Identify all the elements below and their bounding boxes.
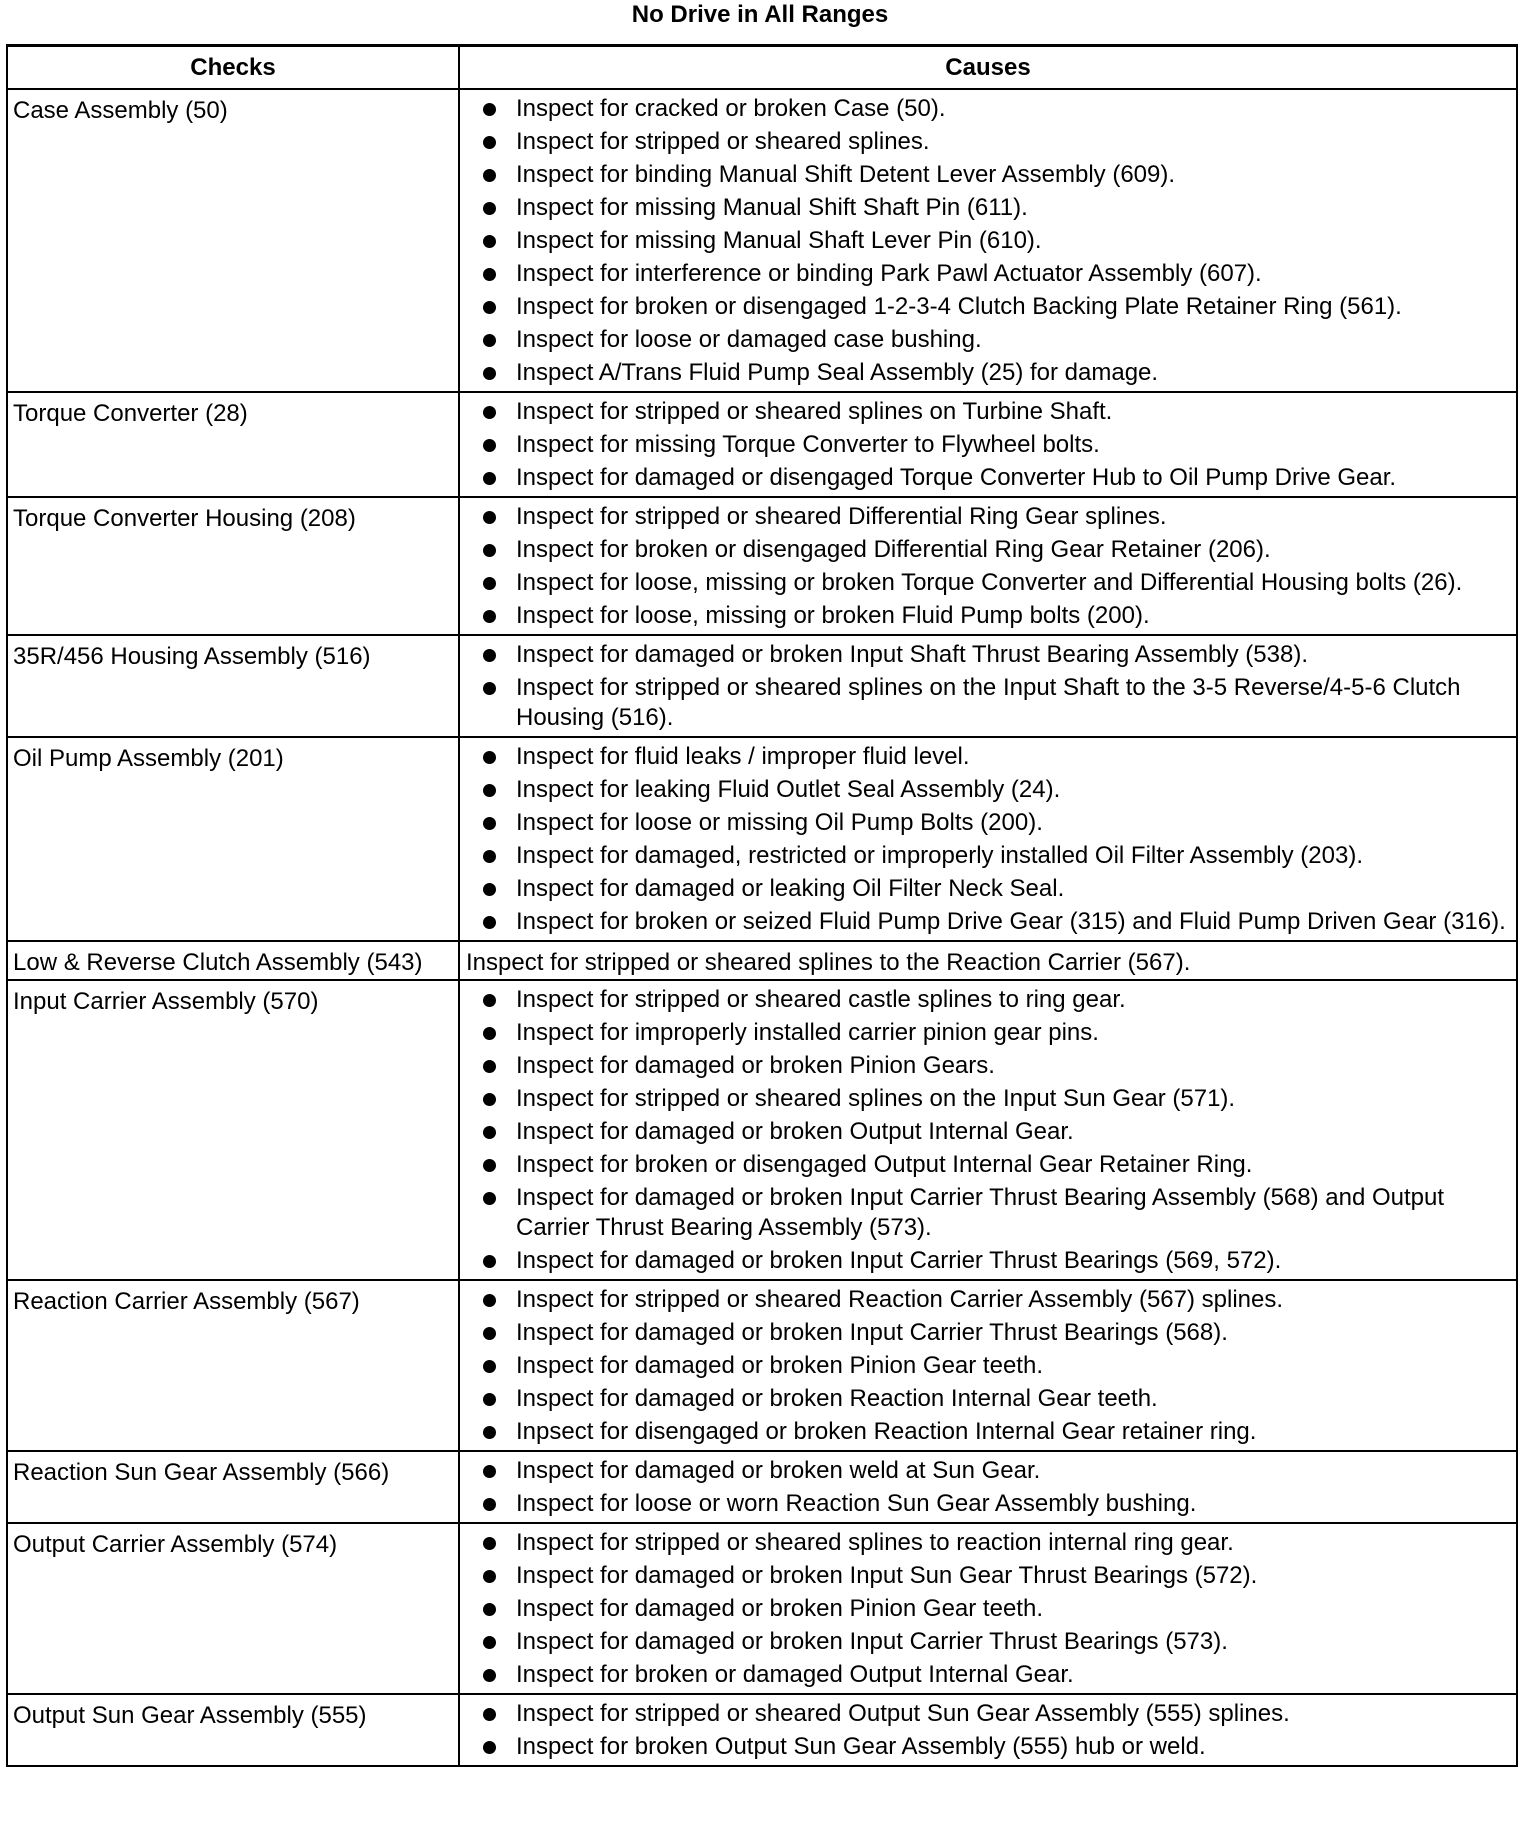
table-row (7, 980, 1517, 1280)
causes-list (460, 1699, 1512, 1762)
causes-cell (459, 737, 1517, 941)
cause-item (460, 1150, 1512, 1180)
cause-text: Inspect for stripped or sheared splines to reaction internal ring gear. (516, 1529, 1234, 1556)
causes-cell (459, 497, 1517, 635)
check-cell: Reaction Carrier Assembly (567) (7, 1280, 459, 1451)
bullet-icon (483, 1255, 496, 1268)
bullet-icon (483, 439, 496, 452)
cause-item (460, 1489, 1512, 1519)
cause-item (460, 1528, 1512, 1558)
cause-item (460, 1594, 1512, 1624)
bullet-icon (483, 610, 496, 623)
bullet-icon (483, 916, 496, 929)
bullet-icon (483, 1669, 496, 1682)
cause-item (460, 1699, 1512, 1729)
bullet-icon (483, 1060, 496, 1073)
bullet-icon (483, 1498, 496, 1511)
cause-item (460, 160, 1512, 190)
table-row (7, 737, 1517, 941)
bullet-icon (483, 682, 496, 695)
bullet-icon (483, 511, 496, 524)
bullet-icon (483, 1465, 496, 1478)
cause-item (460, 1561, 1512, 1591)
cause-text: Inpsect for disengaged or broken Reaction Internal Gear retainer ring. (516, 1418, 1257, 1445)
bullet-icon (483, 136, 496, 149)
bullet-icon (483, 1360, 496, 1373)
bullet-icon (483, 103, 496, 116)
bullet-icon (483, 883, 496, 896)
cause-item (460, 226, 1512, 256)
cause-item (460, 259, 1512, 289)
causes-cell (459, 392, 1517, 497)
cause-text: Inspect for broken or disengaged Output Internal Gear Retainer Ring. (516, 1151, 1253, 1178)
table-row (7, 1694, 1517, 1766)
causes-cell (459, 980, 1517, 1280)
cause-text: Inspect for fluid leaks / improper fluid level. (516, 743, 970, 770)
cause-item (460, 1351, 1512, 1381)
cause-item (460, 907, 1512, 937)
cause-text: Inspect for loose or worn Reaction Sun Gear Assembly bushing. (516, 1490, 1197, 1517)
cause-item (460, 535, 1512, 565)
cause-item (460, 127, 1512, 157)
cause-text: Inspect for binding Manual Shift Detent Lever Assembly (609). (516, 161, 1176, 188)
cause-text: Inspect for loose or missing Oil Pump Bolts (200). (516, 809, 1043, 836)
bullet-icon (483, 751, 496, 764)
bullet-icon (483, 235, 496, 248)
bullet-icon (483, 784, 496, 797)
bullet-icon (483, 1741, 496, 1754)
bullet-icon (483, 1294, 496, 1307)
bullet-icon (483, 994, 496, 1007)
cause-text: Inspect for missing Manual Shift Shaft Pin (611). (516, 194, 1028, 221)
table-row (7, 1451, 1517, 1523)
cause-text: Inspect for improperly installed carrier pinion gear pins. (516, 1019, 1099, 1046)
cause-text: Inspect for stripped or sheared Output Sun Gear Assembly (555) splines. (516, 1700, 1290, 1727)
cause-text: Inspect for stripped or sheared castle splines to ring gear. (516, 986, 1126, 1013)
cause-text: Inspect for cracked or broken Case (50). (516, 95, 946, 122)
cause-item (460, 640, 1512, 670)
cause-text: Inspect for stripped or sheared Differential Ring Gear splines. (516, 503, 1167, 530)
table-row (7, 89, 1517, 392)
cause-text: Inspect for damaged or broken Input Carrier Thrust Bearings (569, 572). (516, 1247, 1282, 1274)
bullet-icon (483, 169, 496, 182)
table-row (7, 392, 1517, 497)
cause-text: Inspect for damaged or broken Input Carrier Thrust Bearings (573). (516, 1628, 1228, 1655)
cause-item (460, 1285, 1512, 1315)
bullet-icon (483, 268, 496, 281)
cause-text: Inspect for damaged or disengaged Torque Converter Hub to Oil Pump Drive Gear. (516, 464, 1397, 491)
cause-item (460, 502, 1512, 532)
table-row (7, 1280, 1517, 1451)
causes-cell (459, 941, 1517, 980)
cause-item (460, 568, 1512, 598)
cause-item (460, 841, 1512, 871)
causes-list (460, 985, 1512, 1276)
cause-text: Inspect for broken or seized Fluid Pump Drive Gear (315) and Fluid Pump Driven Gear (316). (516, 908, 1506, 935)
cause-item (460, 1456, 1512, 1486)
bullet-icon (483, 1192, 496, 1205)
cause-text: Inspect for stripped or sheared splines. (516, 128, 930, 155)
cause-text: Inspect for damaged or leaking Oil Filter Neck Seal. (516, 875, 1065, 902)
cause-item (460, 775, 1512, 805)
cause-text: Inspect for damaged or broken weld at Sun Gear. (516, 1457, 1041, 1484)
bullet-icon (483, 577, 496, 590)
cause-item (460, 601, 1512, 631)
causes-list (460, 94, 1512, 388)
table-header-row (7, 46, 1517, 90)
bullet-icon (483, 1708, 496, 1721)
cause-text: Inspect for broken or damaged Output Internal Gear. (516, 1661, 1074, 1688)
cause-text: Inspect for damaged or broken Pinion Gears. (516, 1052, 995, 1079)
cause-item (460, 1084, 1512, 1114)
cause-text: Inspect for damaged, restricted or improperly installed Oil Filter Assembly (203). (516, 842, 1363, 869)
cause-text: Inspect for stripped or sheared splines on Turbine Shaft. (516, 398, 1113, 425)
cause-text: Inspect for damaged or broken Reaction Internal Gear teeth. (516, 1385, 1158, 1412)
cause-item (460, 325, 1512, 355)
causes-list (460, 397, 1512, 493)
cause-item (460, 397, 1512, 427)
cause-text: Inspect for loose or damaged case bushing. (516, 326, 982, 353)
check-cell: Input Carrier Assembly (570) (7, 980, 459, 1280)
causes-cell (459, 635, 1517, 737)
cause-item (460, 1627, 1512, 1657)
cause-text: Inspect for missing Torque Converter to Flywheel bolts. (516, 431, 1100, 458)
cause-item (460, 1018, 1512, 1048)
cause-text: Inspect for broken or disengaged 1-2-3-4 Clutch Backing Plate Retainer Ring (561). (516, 293, 1402, 320)
cause-item (460, 1051, 1512, 1081)
check-cell: Torque Converter (28) (7, 392, 459, 497)
cause-item (460, 1183, 1512, 1243)
bullet-icon (483, 1636, 496, 1649)
header-causes: Causes (459, 46, 1517, 90)
cause-text: Inspect for damaged or broken Input Carrier Thrust Bearings (568). (516, 1319, 1228, 1346)
table-row (7, 497, 1517, 635)
bullet-icon (483, 334, 496, 347)
bullet-icon (483, 1159, 496, 1172)
cause-item (460, 1117, 1512, 1147)
table-row (7, 941, 1517, 980)
bullet-icon (483, 1327, 496, 1340)
table-body (7, 89, 1517, 1766)
cause-item (460, 1384, 1512, 1414)
cause-text: Inspect for broken Output Sun Gear Assembly (555) hub or weld. (516, 1733, 1206, 1760)
cause-item (460, 985, 1512, 1015)
cause-text: Inspect for missing Manual Shaft Lever Pin (610). (516, 227, 1042, 254)
cause-item (460, 1660, 1512, 1690)
bullet-icon (483, 1426, 496, 1439)
causes-cell (459, 1694, 1517, 1766)
bullet-icon (483, 406, 496, 419)
bullet-icon (483, 202, 496, 215)
bullet-icon (483, 1603, 496, 1616)
cause-item (460, 430, 1512, 460)
cause-text: Inspect for leaking Fluid Outlet Seal Assembly (24). (516, 776, 1061, 803)
cause-text: Inspect for stripped or sheared Reaction Carrier Assembly (567) splines. (516, 1286, 1284, 1313)
cause-item (460, 874, 1512, 904)
cause-text: Inspect for stripped or sheared splines on the Input Shaft to the 3-5 Reverse/4-5-6 Clutch Housing (516). (516, 674, 1461, 731)
check-cell: Case Assembly (50) (7, 89, 459, 392)
causes-cell (459, 89, 1517, 392)
cause-item (460, 358, 1512, 388)
check-cell: Torque Converter Housing (208) (7, 497, 459, 635)
causes-cell (459, 1523, 1517, 1694)
diagnostic-table (6, 44, 1518, 1767)
bullet-icon (483, 649, 496, 662)
cause-item (460, 463, 1512, 493)
cause-item (460, 1732, 1512, 1762)
cause-text: Inspect for stripped or sheared splines to the Reaction Carrier (567). (466, 949, 1191, 976)
bullet-icon (483, 1570, 496, 1583)
causes-list (460, 502, 1512, 631)
cause-item (460, 292, 1512, 322)
cause-text: Inspect for interference or binding Park Pawl Actuator Assembly (607). (516, 260, 1262, 287)
check-cell: Output Sun Gear Assembly (555) (7, 1694, 459, 1766)
bullet-icon (483, 301, 496, 314)
bullet-icon (483, 817, 496, 830)
cause-item (460, 1417, 1512, 1447)
causes-cell (459, 1280, 1517, 1451)
check-cell: Low & Reverse Clutch Assembly (543) (7, 941, 459, 980)
cause-text: Inspect for damaged or broken Output Internal Gear. (516, 1118, 1074, 1145)
causes-list (460, 1285, 1512, 1447)
bullet-icon (483, 1393, 496, 1406)
check-cell: 35R/456 Housing Assembly (516) (7, 635, 459, 737)
cause-text: Inspect for damaged or broken Input Sun Gear Thrust Bearings (572). (516, 1562, 1258, 1589)
bullet-icon (483, 1126, 496, 1139)
cause-text: Inspect for stripped or sheared splines on the Input Sun Gear (571). (516, 1085, 1236, 1112)
causes-list (460, 742, 1512, 937)
cause-text: Inspect for damaged or broken Pinion Gear teeth. (516, 1595, 1043, 1622)
cause-text: Inspect for damaged or broken Input Carrier Thrust Bearing Assembly (568) and Output Carrier Thrust Bearing Assembly (573). (516, 1184, 1445, 1241)
cause-text: Inspect for loose, missing or broken Torque Converter and Differential Housing bolts (26). (516, 569, 1463, 596)
table-row (7, 1523, 1517, 1694)
cause-text: Inspect for damaged or broken Pinion Gear teeth. (516, 1352, 1043, 1379)
bullet-icon (483, 1093, 496, 1106)
causes-list (460, 1456, 1512, 1519)
bullet-icon (483, 367, 496, 380)
causes-cell (459, 1451, 1517, 1523)
check-cell: Oil Pump Assembly (201) (7, 737, 459, 941)
cause-item (460, 742, 1512, 772)
cause-text: Inspect for broken or disengaged Differential Ring Gear Retainer (206). (516, 536, 1271, 563)
cause-item (460, 94, 1512, 124)
cause-item (460, 673, 1512, 733)
cause-item (460, 1246, 1512, 1276)
cause-item (460, 808, 1512, 838)
cause-item (460, 193, 1512, 223)
cause-text: Inspect for damaged or broken Input Shaft Thrust Bearing Assembly (538). (516, 641, 1308, 668)
cause-item (460, 1318, 1512, 1348)
bullet-icon (483, 850, 496, 863)
page-title: No Drive in All Ranges (631, 1, 889, 28)
header-checks: Checks (7, 46, 459, 90)
bullet-icon (483, 472, 496, 485)
check-cell: Output Carrier Assembly (574) (7, 1523, 459, 1694)
cause-text: Inspect A/Trans Fluid Pump Seal Assembly (25) for damage. (516, 359, 1159, 386)
bullet-icon (483, 1027, 496, 1040)
bullet-icon (483, 1537, 496, 1550)
bullet-icon (483, 544, 496, 557)
table-row (7, 635, 1517, 737)
causes-list (460, 640, 1512, 733)
cause-text: Inspect for loose, missing or broken Fluid Pump bolts (200). (516, 602, 1150, 629)
causes-list (460, 1528, 1512, 1690)
check-cell: Reaction Sun Gear Assembly (566) (7, 1451, 459, 1523)
